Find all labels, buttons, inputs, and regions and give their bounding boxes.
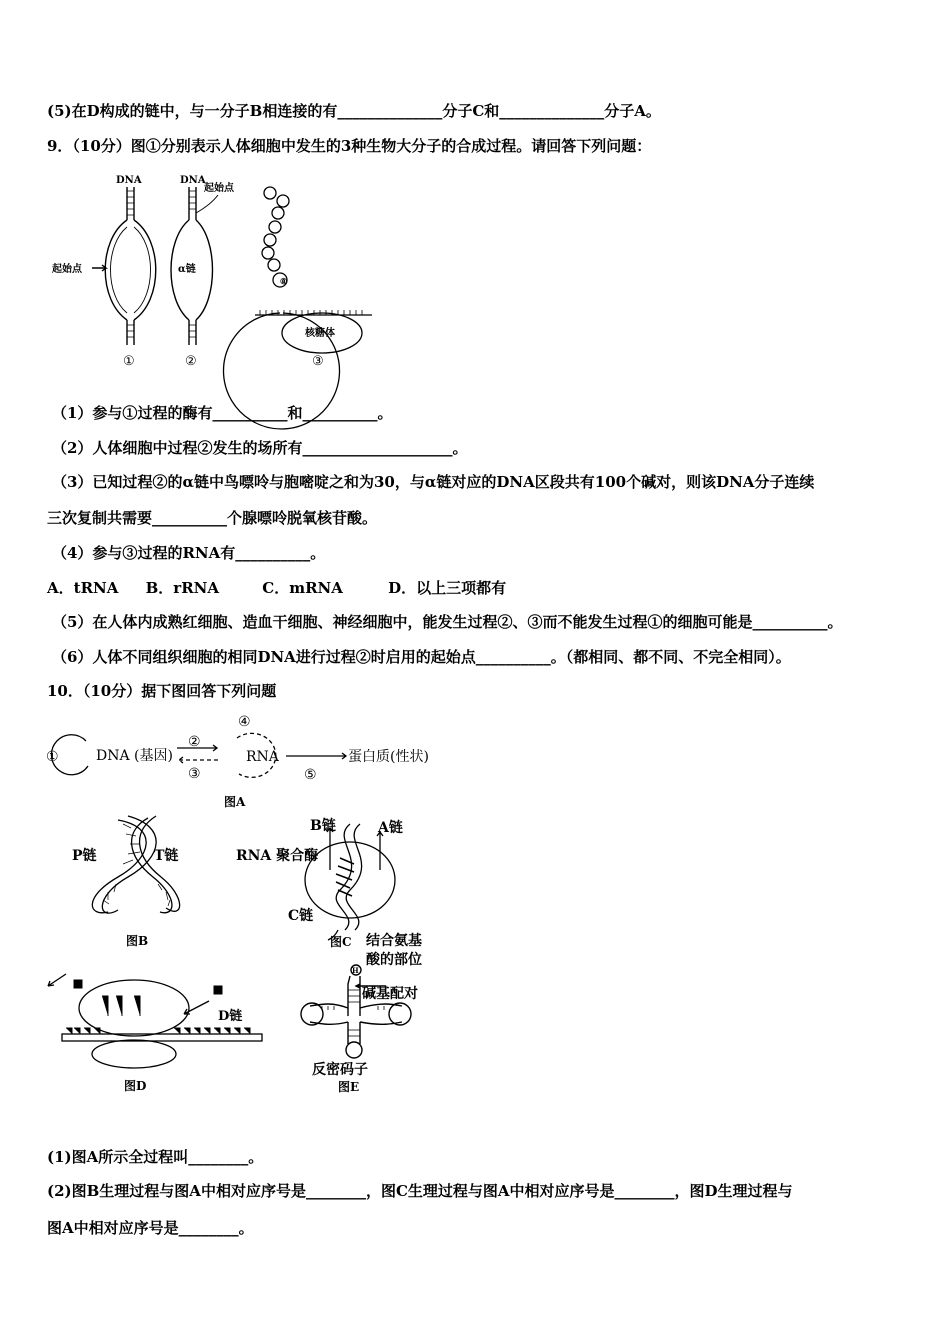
q9-sub5: （5）在人体内成熟红细胞、造血干细胞、神经细胞中，能发生过程②、③而不能发生过程①的细胞可能是__________。: [52, 613, 843, 631]
fige-anticodon: 反密码子: [312, 1062, 368, 1078]
q9-dna-label-2: DNA: [180, 175, 206, 186]
figa-label-1: ①: [46, 749, 59, 765]
option-b: B．rRNA: [145, 579, 220, 597]
fige-caption: 图E: [338, 1080, 360, 1094]
q10-sub1: (1)图A所示全过程叫________。: [47, 1148, 264, 1166]
figa-label-5: ⑤: [304, 767, 317, 783]
q9-header: 9．（10分）图①分别表示人体细胞中发生的3种生物大分子的合成过程。请回答下列问题：: [47, 137, 652, 155]
q9-alpha-label: α链: [178, 264, 196, 275]
figa-label-4: ④: [238, 714, 251, 730]
q9-translation: [224, 187, 372, 429]
figc-a-strand: A链: [378, 820, 403, 836]
figa-label-2: ②: [188, 734, 201, 750]
q9-sub3-line1: （3）已知过程②的α链中鸟嘌呤与胞嘧啶之和为30，与α链对应的DNA区段共有100个碱对，则该DNA分子连续: [52, 473, 815, 491]
option-c: C．mRNA: [262, 579, 343, 597]
figa-protein: 蛋白质(性状): [348, 749, 429, 765]
q9-origin-label-right: 起始点: [204, 183, 234, 194]
figb-caption: 图B: [126, 934, 149, 948]
q9-figure: [50, 165, 335, 370]
q9-fig-num-3: ③: [312, 354, 324, 369]
q9-origin-label-left: 起始点: [52, 264, 82, 275]
fige-site-line1: 结合氨基: [366, 933, 422, 949]
q10-figure-d: [44, 966, 264, 1096]
q10-figure-e: [292, 964, 422, 1096]
q9-sub3-line2: 三次复制共需要__________个腺嘌呤脱氧核苷酸。: [47, 509, 378, 527]
q9-bead-label: ⑧: [280, 276, 288, 286]
q9-sub1: （1）参与①过程的酶有__________和__________。: [52, 404, 393, 422]
arrow-reverse: [179, 757, 219, 763]
arrow-translation: [286, 753, 346, 759]
q9-dna-label-1: DNA: [116, 175, 142, 186]
fige-site-line2: 酸的部位: [366, 952, 422, 968]
figa-caption: 图A: [224, 795, 246, 809]
q9-bubble-ticks: [127, 191, 134, 337]
figc-b-strand: B链: [310, 818, 336, 834]
figb-p-strand: P链: [72, 848, 97, 864]
q9-sub6: （6）人体不同组织细胞的相同DNA进行过程②时启用的起始点__________。（都相同、都不同、不完全相同）。: [52, 648, 791, 666]
figa-dna: DNA (基因): [96, 748, 173, 764]
q9-ribosome-label: 核糖体: [305, 328, 335, 339]
figd-d-strand: D链: [218, 1009, 243, 1024]
q10-sub2-line2: 图A中相对应序号是________。: [47, 1219, 254, 1237]
q9-fig-num-1: ①: [123, 354, 135, 369]
q9-fig-num-2: ②: [185, 354, 197, 369]
figc-caption: 图C: [330, 935, 352, 949]
q9-sub2: （2）人体细胞中过程②发生的场所有____________________。: [52, 439, 468, 457]
figc-c-strand: C链: [288, 908, 314, 924]
figa-rna: RNA: [246, 749, 279, 765]
figa-label-3: ③: [188, 766, 201, 782]
option-a: A．tRNA: [47, 579, 119, 597]
q9-sub4: （4）参与③过程的RNA有__________。: [52, 544, 326, 562]
q8-part5: (5)在D构成的链中，与一分子B相连接的有______________分子C和______________分子A。: [47, 102, 661, 120]
fige-base-pairing: 碱基配对: [362, 986, 418, 1002]
q9-replication-bubble: [92, 187, 156, 345]
fige-h-label: H: [352, 966, 359, 975]
q10-header: 10．（10分）据下图回答下列问题: [47, 682, 277, 700]
q10-sub2-line1: (2)图B生理过程与图A中相对应序号是________，图C生理过程与图A中相对应序号是________，图D生理过程与: [47, 1182, 793, 1200]
option-d: D．以上三项都有: [388, 579, 507, 597]
q9-options: [47, 578, 506, 598]
figb-t-strand: T链: [154, 848, 179, 864]
figc-polymerase: RNA 聚合酶: [236, 848, 319, 864]
q10-figure-b: [68, 812, 208, 952]
q10-figure-a: [42, 708, 442, 818]
figd-caption: 图D: [124, 1079, 147, 1093]
